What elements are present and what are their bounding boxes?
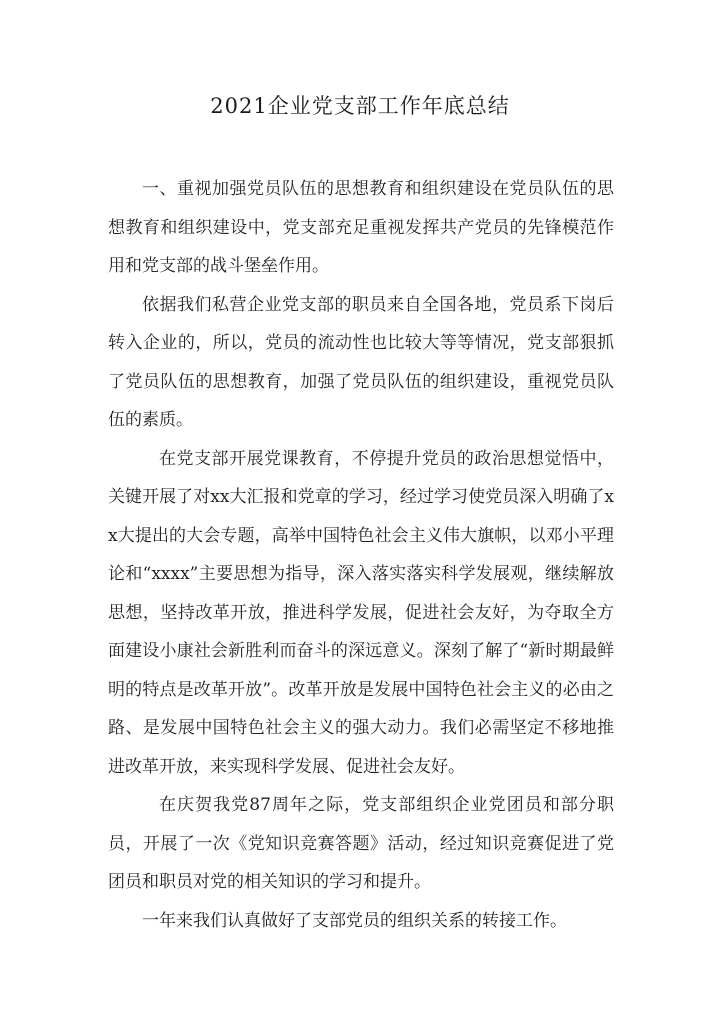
paragraph-5: 一年来我们认真做好了支部党员的组织关系的转接工作。	[142, 910, 567, 931]
document-body	[108, 170, 614, 940]
document-title: 2021企业党支部工作年底总结	[210, 94, 510, 118]
paragraph-1: 一、重视加强党员队伍的思想教育和组织建设在党员队伍的思想教育和组织建设中，党支部充足重视发挥共产党员的先锋模范作用和党支部的战斗堡垒作用。	[108, 179, 614, 276]
paragraph-4: 在庆贺我党87周年之际，党支部组织企业党团员和部分职员，开展了一次《党知识竞赛答题》活动，经过知识竞赛促进了党团员和职员对党的相关知识的学习和提升。	[108, 795, 614, 892]
paragraph-2: 依据我们私营企业党支部的职员来自全国各地，党员系下岗后转入企业的，所以，党员的流动性也比较大等等情况，党支部狠抓了党员队伍的思想教育，加强了党员队伍的组织建设，重视党员队伍的素质。	[108, 294, 614, 430]
paragraph-3: 在党支部开展党课教育，不停提升党员的政治思想觉悟中，关键开展了对xx大汇报和党章的学习，经过学习使党员深入明确了xx大提出的大会专题，高举中国特色社会主义伟大旗帜，以邓小平理论和“xxxx”主要思想为指导，深入落实落实科学发展观，继续解放思想，坚持改革开放，推进科学发展，促进社会友好，为夺取全方面建设小康社会新胜利而奋斗的深远意义。深刻了解了“新时期最鲜明的特点是改革开放”。改革开放是发展中国特色社会主义的必由之路、是发展中国特色社会主义的强大动力。我们必需坚定不移地推进改革开放，来实现科学发展、促进社会友好。	[108, 448, 614, 777]
